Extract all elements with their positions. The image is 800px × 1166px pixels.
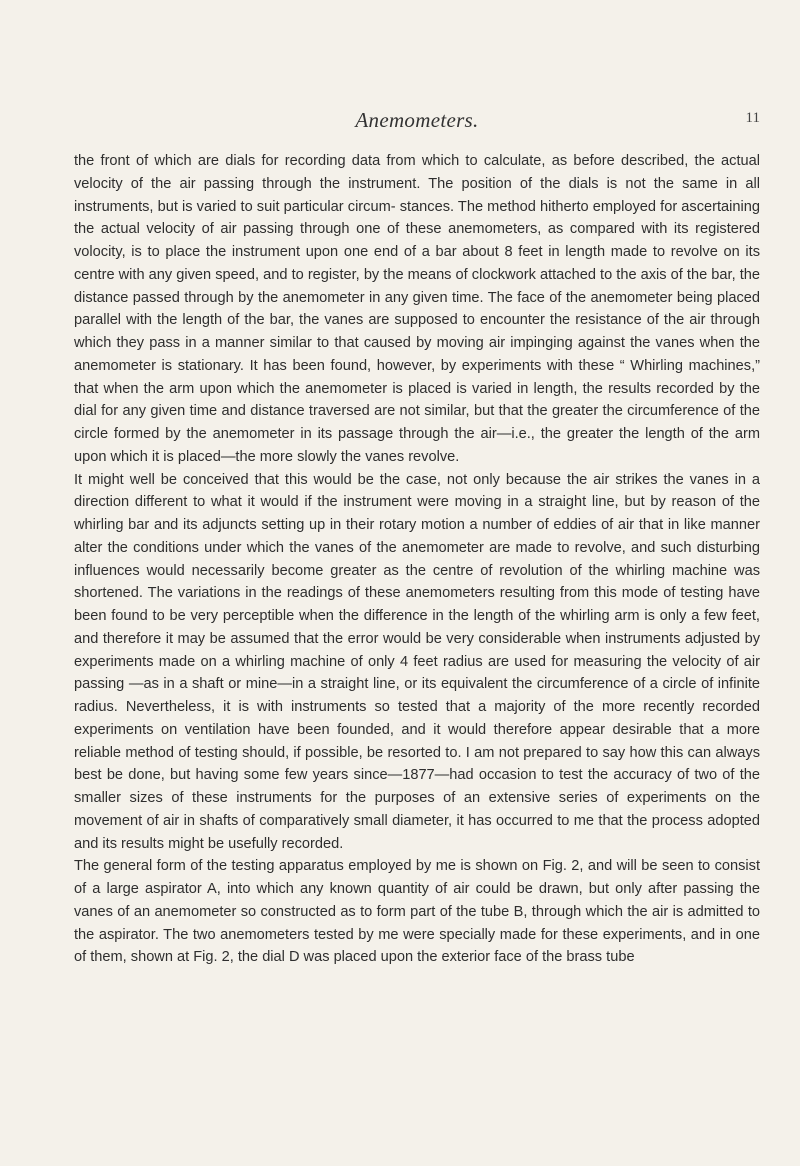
paragraph-3: The general form of the testing apparatus employed by me is shown on Fig. 2, and will be seen to consist of a large aspirator A, into which any known quantity of air could be drawn, but only after passing the vanes of an anemometer so constructed as to form part of the tube B, through which the air is admitted to the aspirator. The two anemometers tested by me were specially made for these experiments, and in one of them, shown at Fig. 2, the dial D was placed upon the exterior face of the brass tube xyxy=(74,858,760,966)
body-text xyxy=(74,150,760,969)
running-head xyxy=(74,108,760,132)
page-number: 11 xyxy=(745,110,760,126)
paragraph-1: the front of which are dials for recording data from which to calculate, as before described, the actual velocity of the air passing through the instrument. The position of the dials is not the same in all instruments, but is varied to suit particular circum- stances. The method hitherto employed for ascertaining the actual velocity of air passing through one of these anemometers, as compared with its registered volocity, is to place the instrument upon one end of a bar about 8 feet in length made to revolve on its centre with any given speed, and to register, by the means of clockwork attached to the axis of the bar, the distance passed through by the anemometer in any given time. The face of the anemometer being placed parallel with the length of the bar, the vanes are supposed to encounter the resistance of the air through which they pass in a manner similar to that caused by moving air impinging against the vanes when the anemometer is stationary. It has been found, however, by experiments with these “ Whirling machines,” that when the arm upon which the anemometer is placed is varied in length, the results recorded by the dial for any given time and distance traversed are not similar, but that the greater the circumference of the circle formed by the anemometer in its passage through the air—i.e., the greater the length of the arm upon which it is placed—the more slowly the vanes revolve. xyxy=(74,153,760,465)
running-title: Anemometers. xyxy=(355,108,479,132)
paragraph-2: It might well be conceived that this would be the case, not only because the air strikes the vanes in a direction different to what it would if the instrument were moving in a straight line, but by reason of the whirling bar and its adjuncts setting up in their rotary motion a number of eddies of air that in like manner alter the conditions under which the vanes of the anemometer are made to revolve, and such disturbing influences would necessarily become greater as the centre of revolution of the whirling machine was shortened. The variations in the readings of these anemometers resulting from this mode of testing have been found to be very perceptible when the difference in the length of the whirling arm is only a few feet, and therefore it may be assumed that the error would be very considerable when instruments adjusted by experiments made on a whirling machine of only 4 feet radius are used for measuring the velocity of air passing —as in a shaft or mine—in a straight line, or its equivalent the circumference of a circle of infinite radius. Nevertheless, it is with instruments so tested that a majority of the more recently recorded experiments on ventilation have been founded, and it would therefore appear desirable that a more reliable method of testing should, if possible, be resorted to. I am not prepared to say how this can always best be done, but having some few years since—1877—had occasion to test the accuracy of two of the smaller sizes of these instruments for the purposes of an extensive series of experiments on the movement of air in shafts of comparatively small diameter, it has occurred to me that the process adopted and its results might be usefully recorded. xyxy=(74,471,760,852)
